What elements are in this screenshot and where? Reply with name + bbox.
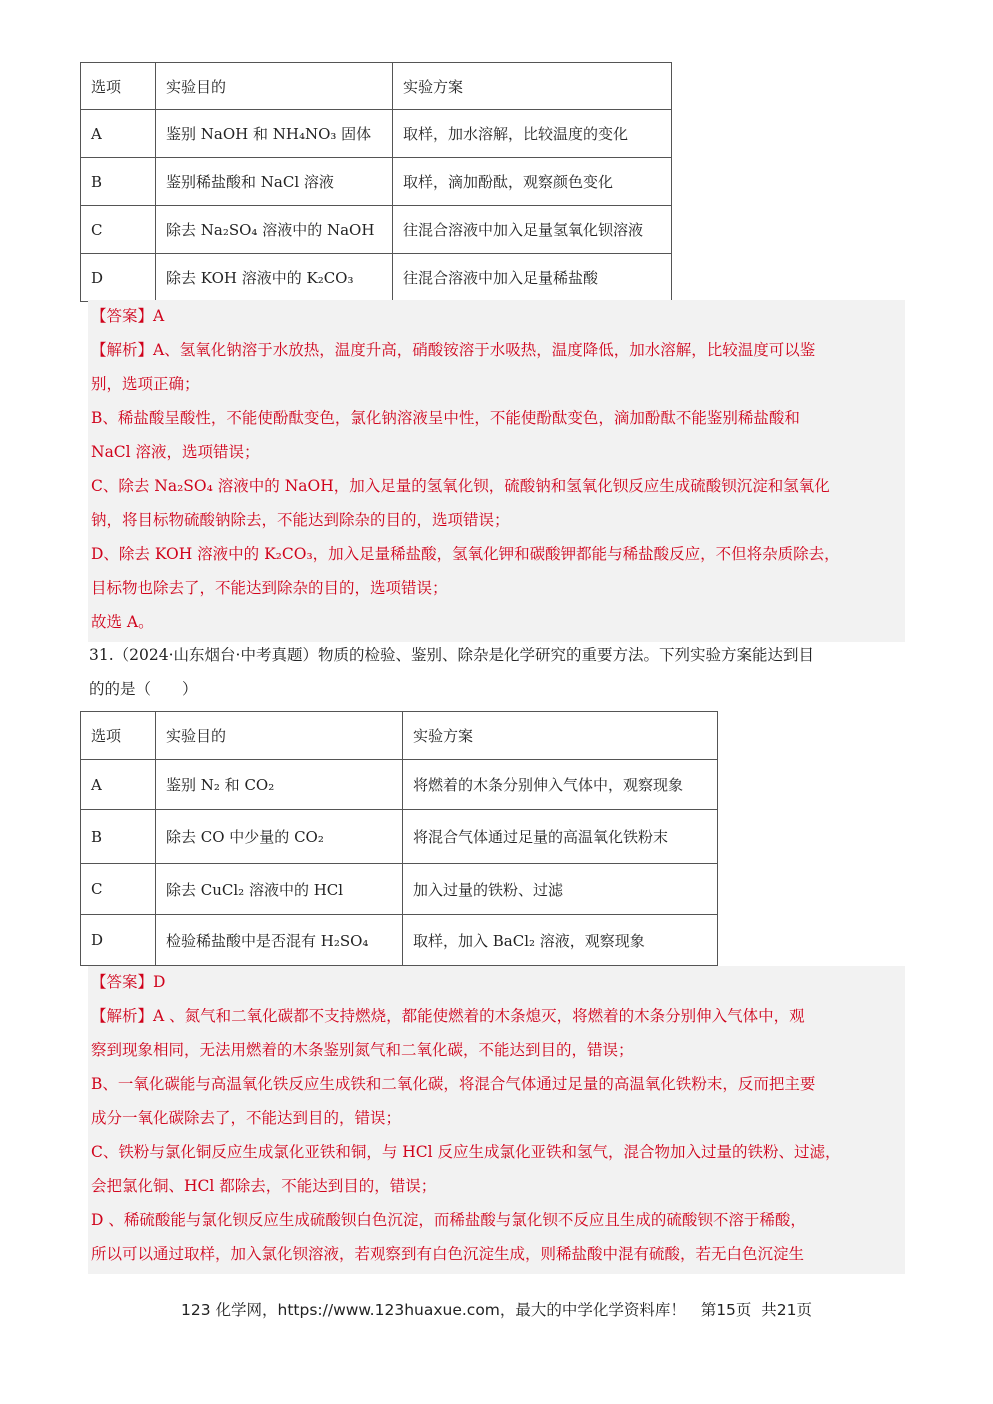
header-goal: 实验目的 bbox=[156, 712, 403, 760]
answer-line: 目标物也除去了，不能达到除杂的目的，选项错误； bbox=[91, 579, 448, 597]
answer-line: 【解析】A 、氮气和二氧化碳都不支持燃烧，都能使燃着的木条熄灭，将燃着的木条分别伸入气体中，观 bbox=[91, 1007, 805, 1025]
table-row bbox=[81, 915, 718, 966]
row-plan: 将燃着的木条分别伸入气体中，观察现象 bbox=[403, 760, 718, 810]
row-option: A bbox=[81, 110, 156, 158]
table-row bbox=[81, 810, 718, 864]
answer-line: 故选 A。 bbox=[91, 613, 154, 631]
row-plan: 加入过量的铁粉、过滤 bbox=[403, 864, 718, 915]
row-option: B bbox=[81, 810, 156, 864]
answer-line: C、铁粉与氯化铜反应生成氯化亚铁和铜，与 HCl 反应生成氯化亚铁和氢气，混合物加入过量的铁粉、过滤， bbox=[91, 1143, 841, 1161]
experiment-table-1 bbox=[80, 62, 672, 302]
table-row bbox=[81, 158, 672, 206]
table-header-row bbox=[81, 712, 718, 760]
experiment-table-2 bbox=[80, 711, 718, 966]
footer-site-text: 123 化学网，https://www.123huaxue.com，最大的中学化学资料库！ bbox=[181, 1301, 686, 1319]
row-plan: 取样，加水溶解，比较温度的变化 bbox=[393, 110, 672, 158]
row-plan: 往混合溶液中加入足量氢氧化钡溶液 bbox=[393, 206, 672, 254]
answer-line: 【解析】A、氢氧化钠溶于水放热，温度升高，硝酸铵溶于水吸热，温度降低，加水溶解，比较温度可以鉴 bbox=[91, 341, 816, 359]
answer-line: B、一氧化碳能与高温氧化铁反应生成铁和二氧化碳，将混合气体通过足量的高温氧化铁粉末，反而把主要 bbox=[91, 1075, 816, 1093]
header-plan: 实验方案 bbox=[393, 63, 672, 110]
table-row bbox=[81, 864, 718, 915]
row-plan: 往混合溶液中加入足量稀盐酸 bbox=[393, 254, 672, 302]
answer-line: 成分一氧化碳除去了，不能达到目的，错误； bbox=[91, 1109, 402, 1127]
row-goal: 除去 CO 中少量的 CO₂ bbox=[156, 810, 403, 864]
row-option: C bbox=[81, 206, 156, 254]
row-option: A bbox=[81, 760, 156, 810]
page-footer bbox=[0, 1298, 993, 1320]
header-option: 选项 bbox=[81, 712, 156, 760]
row-goal: 除去 CuCl₂ 溶液中的 HCl bbox=[156, 864, 403, 915]
question-31-line-2: 的的是（ ） bbox=[89, 680, 198, 698]
answer-line: 会把氯化铜、HCl 都除去，不能达到目的，错误； bbox=[91, 1177, 437, 1195]
row-option: C bbox=[81, 864, 156, 915]
answer-line: D、除去 KOH 溶液中的 K₂CO₃，加入足量稀盐酸，氢氧化钾和碳酸钾都能与稀盐酸反应，不但将杂质除去， bbox=[91, 545, 840, 563]
table-row bbox=[81, 110, 672, 158]
answer-line: D 、稀硫酸能与氯化钡反应生成硫酸钡白色沉淀，而稀盐酸与氯化钡不反应且生成的硫酸钡不溶于稀酸， bbox=[91, 1211, 806, 1229]
header-option: 选项 bbox=[81, 63, 156, 110]
row-option: D bbox=[81, 915, 156, 966]
table-header-row bbox=[81, 63, 672, 110]
answer-explanation-2 bbox=[88, 966, 905, 1274]
header-plan: 实验方案 bbox=[403, 712, 718, 760]
table-row bbox=[81, 760, 718, 810]
row-option: D bbox=[81, 254, 156, 302]
answer-line: 察到现象相同，无法用燃着的木条鉴别氮气和二氧化碳，不能达到目的，错误； bbox=[91, 1041, 634, 1059]
answer-line: NaCl 溶液，选项错误； bbox=[91, 443, 260, 461]
header-goal: 实验目的 bbox=[156, 63, 393, 110]
answer-line: 所以可以通过取样，加入氯化钡溶液，若观察到有白色沉淀生成，则稀盐酸中混有硫酸，若无白色沉淀生 bbox=[91, 1245, 805, 1263]
row-plan: 取样，加入 BaCl₂ 溶液，观察现象 bbox=[403, 915, 718, 966]
footer-page-number: 第15页 共21页 bbox=[700, 1301, 812, 1319]
row-plan: 取样，滴加酚酞，观察颜色变化 bbox=[393, 158, 672, 206]
answer-explanation-1 bbox=[88, 300, 905, 642]
answer-line: 钠，将目标物硫酸钠除去，不能达到除杂的目的，选项错误； bbox=[91, 511, 510, 529]
answer-line: 别，选项正确； bbox=[91, 375, 200, 393]
row-plan: 将混合气体通过足量的高温氧化铁粉末 bbox=[403, 810, 718, 864]
table-row bbox=[81, 254, 672, 302]
table-row bbox=[81, 206, 672, 254]
row-goal: 除去 KOH 溶液中的 K₂CO₃ bbox=[156, 254, 393, 302]
question-31-line-1: 31.（2024·山东烟台·中考真题）物质的检验、鉴别、除杂是化学研究的重要方法。下列实验方案能达到目 bbox=[89, 646, 814, 664]
row-goal: 鉴别 NaOH 和 NH₄NO₃ 固体 bbox=[156, 110, 393, 158]
answer-line: 【答案】A bbox=[91, 307, 165, 325]
row-option: B bbox=[81, 158, 156, 206]
row-goal: 除去 Na₂SO₄ 溶液中的 NaOH bbox=[156, 206, 393, 254]
answer-line: C、除去 Na₂SO₄ 溶液中的 NaOH，加入足量的氢氧化钡，硫酸钠和氢氧化钡反应生成硫酸钡沉淀和氢氧化 bbox=[91, 477, 830, 495]
row-goal: 鉴别 N₂ 和 CO₂ bbox=[156, 760, 403, 810]
answer-line: 【答案】D bbox=[91, 973, 166, 991]
answer-line: B、稀盐酸呈酸性，不能使酚酞变色，氯化钠溶液呈中性，不能使酚酞变色，滴加酚酞不能鉴别稀盐酸和 bbox=[91, 409, 800, 427]
row-goal: 检验稀盐酸中是否混有 H₂SO₄ bbox=[156, 915, 403, 966]
row-goal: 鉴别稀盐酸和 NaCl 溶液 bbox=[156, 158, 393, 206]
